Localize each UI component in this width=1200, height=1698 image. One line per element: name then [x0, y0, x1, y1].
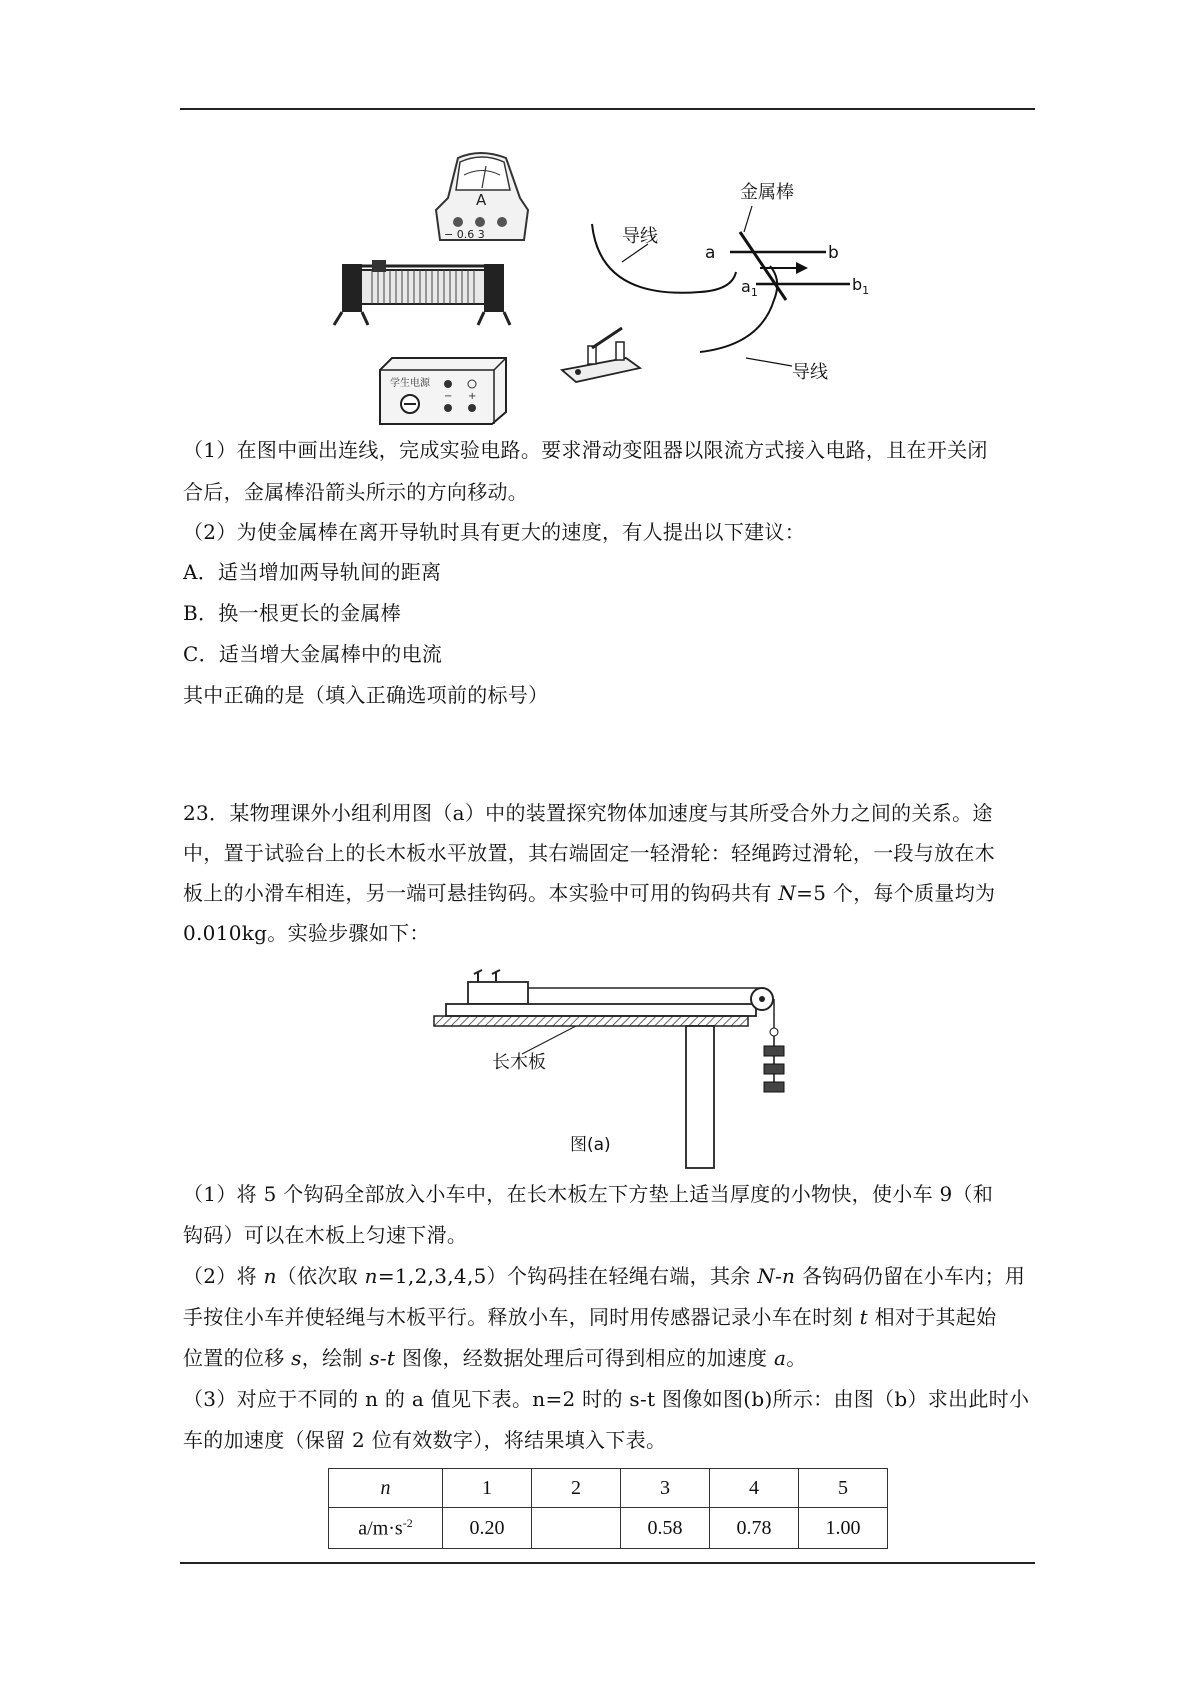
q23-intro-line3: 板上的小滑车相连，另一端可悬挂钩码。本实验中可用的钩码共有 N=5 个，每个质量均为 [183, 881, 996, 905]
table-cell: 0.20 [443, 1508, 532, 1549]
table-cell: 5 [799, 1469, 888, 1508]
label-b1-sub: 1 [862, 284, 870, 297]
q22-option-a: A．适当增加两导轨间的距离 [183, 560, 442, 584]
upper-board [446, 1004, 756, 1016]
table-cell: 4 [710, 1469, 799, 1508]
q23-step3-line1: （3）对应于不同的 n 的 a 值见下表。n=2 时的 s-t 图像如图(b)所示：由图（b）求出此时小 [183, 1387, 1030, 1411]
knife-switch [562, 328, 640, 382]
hanging-weights [764, 1028, 784, 1092]
svg-text:+: + [468, 391, 477, 402]
q23-step2-line1: （2）将 n（依次取 n=1,2,3,4,5）个钩码挂在轻绳右端，其余 N-n 各钩码仍留在小车内；用 [183, 1264, 1026, 1288]
label-a1-sub: 1 [750, 286, 758, 299]
cart [468, 970, 528, 1004]
sliding-rheostat [334, 260, 510, 325]
q22-answer-prompt: 其中正确的是（填入正确选项前的标号） [183, 683, 549, 707]
q22-option-b: B．换一根更长的金属棒 [183, 601, 401, 625]
q23-intro-line1: 23．某物理课外小组利用图（a）中的装置探究物体加速度与其所受合外力之间的关系。途 [183, 801, 993, 825]
label-a: a [705, 243, 716, 263]
label-metal-rod: 金属棒 [740, 182, 794, 203]
ammeter-terminals: − 0.6 3 [444, 228, 485, 241]
table-cell: 3 [621, 1469, 710, 1508]
power-supply-label: 学生电源 [390, 378, 430, 389]
figure-circuit-apparatus [0, 108, 1200, 428]
ammeter [436, 153, 528, 241]
long-board [434, 1016, 748, 1026]
q23-step1-line1: （1）将 5 个钩码全部放入小车中，在长木板左下方垫上适当厚度的小物快，使小车 9（和 [183, 1182, 994, 1206]
figure-a-apparatus [0, 960, 1200, 1180]
q23-intro-line2: 中，置于试验台上的长木板水平放置，其右端固定一轻滑轮：轻绳跨过滑轮，一段与放在木 [183, 841, 995, 865]
table-header-n: n [329, 1469, 443, 1508]
q22-part2: （2）为使金属棒在离开导轨时具有更大的速度，有人提出以下建议： [183, 520, 806, 544]
power-supply [380, 358, 506, 424]
label-wire-top: 导线 [622, 226, 658, 247]
table-cell: 2 [532, 1469, 621, 1508]
svg-text:b1 [852, 275, 869, 297]
q23-intro-line4: 0.010kg。实验步骤如下： [183, 921, 430, 945]
q23-step2-line3: 位置的位移 s，绘制 s-t 图像，经数据处理后可得到相应的加速度 a。 [183, 1346, 807, 1370]
q23-step3-line2: 车的加速度（保留 2 位有效数字），将结果填入下表。 [183, 1428, 667, 1452]
label-wire-bottom: 导线 [792, 362, 828, 383]
table-row [329, 1508, 888, 1549]
q22-part1-line2: 合后，金属棒沿箭头所示的方向移动。 [183, 480, 529, 504]
ammeter-letter: A [476, 191, 487, 209]
acceleration-table [328, 1468, 888, 1549]
q22-part1-line1: （1）在图中画出连线，完成实验电路。要求滑动变阻器以限流方式接入电路，且在开关闭 [183, 438, 988, 462]
fig-a-board-label: 长木板 [492, 1052, 546, 1073]
label-b: b [828, 243, 839, 263]
table-row [329, 1469, 888, 1508]
svg-text:a1 [741, 277, 758, 299]
label-a1: a [741, 277, 751, 296]
q22-option-c: C．适当增大金属棒中的电流 [183, 642, 443, 666]
label-b1: b [852, 275, 863, 294]
table-leg [686, 1026, 714, 1168]
table-header-a: $a/m\cdot s^{-2}$ [329, 1508, 443, 1549]
q23-step1-line2: 钩码）可以在木板上匀速下滑。 [183, 1223, 468, 1247]
table-cell: 0.58 [621, 1508, 710, 1549]
bottom-rule [180, 1562, 1035, 1564]
table-cell: 0.78 [710, 1508, 799, 1549]
q23-step2-line2: 手按住小车并使轻绳与木板平行。释放小车，同时用传感器记录小车在时刻 t 相对于其起始 [183, 1305, 997, 1329]
svg-text:−: − [444, 391, 453, 402]
table-cell: 1 [443, 1469, 532, 1508]
table-cell: 1.00 [799, 1508, 888, 1549]
fig-a-caption: 图(a) [570, 1135, 611, 1155]
table-cell-answer-blank[interactable] [532, 1508, 621, 1549]
